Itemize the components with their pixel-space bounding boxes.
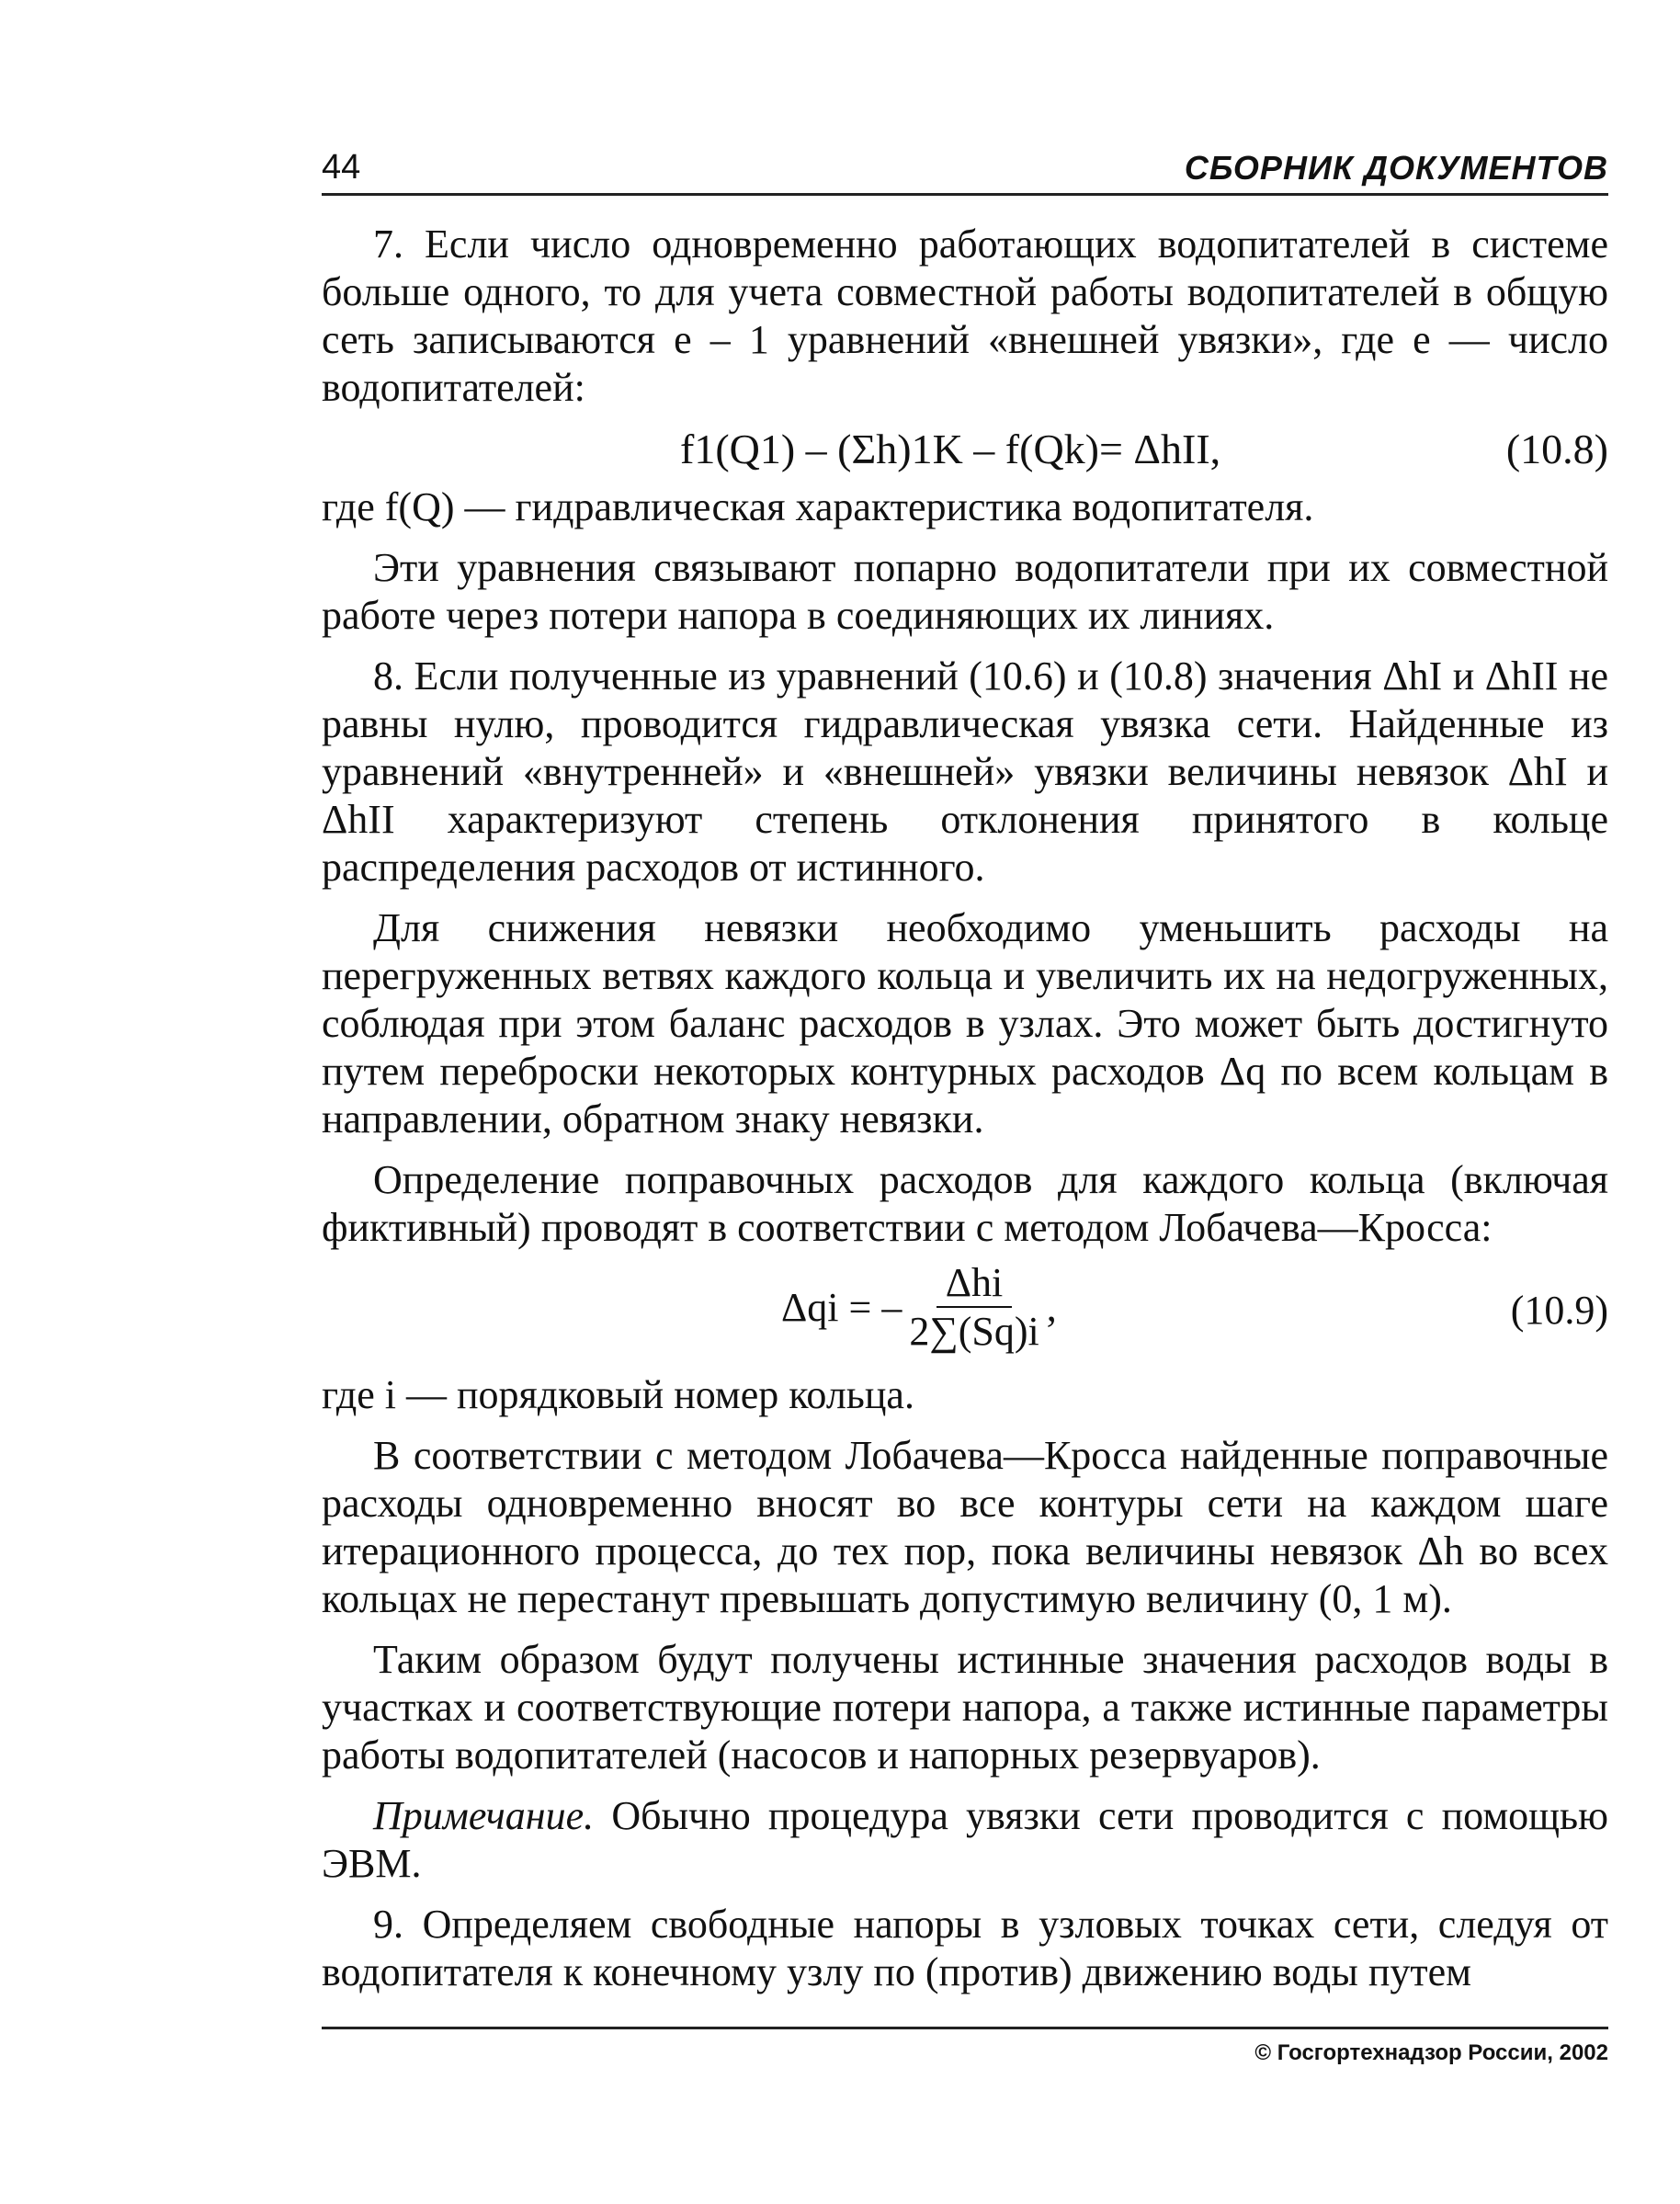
formula-explanation: где i — порядковый номер кольца. — [322, 1372, 914, 1417]
formula-expression: f1(Q1) – (Σh)1K – f(Qk)= ΔhII, — [680, 426, 1221, 472]
paragraph-7: 7. Если число одновременно работающих водопитателей в системе больше одного, то для учета совместной работы водопитателей в общую сеть записываются e – 1 уравнений «внешней увязки», где e — число водопитателей: — [322, 222, 1608, 410]
page-body — [322, 221, 1608, 1996]
paragraph-note — [322, 1792, 1608, 1888]
note-label: Примечание. — [373, 1793, 595, 1838]
paragraph-reduction: Для снижения невязки необходимо уменьшить расходы на перегруженных ветвях каждого кольца и увеличить их на недогруженных, соблюдая при этом баланс расходов в узлах. Это может быть достигнуто путем переброски некоторых контурных расходов Δq по всем кольцам в направлении, обратном знаку невязки. — [322, 905, 1608, 1142]
formula-fraction — [909, 1259, 1039, 1355]
fraction-denominator: 2∑(Sq)i — [909, 1309, 1039, 1354]
paragraph-8: 8. Если полученные из уравнений (10.6) и (10.8) значения ΔhI и ΔhII не равны нулю, проводится гидравлическая увязка сети. Найденные из уравнений «внутренней» и «внешней» увязки величины невязок ΔhI и ΔhII характеризуют степень отклонения принятого в кольце распределения расходов от истинного. — [322, 653, 1608, 890]
page-number: 44 — [322, 148, 361, 187]
formula-lhs: Δqi = – — [781, 1284, 902, 1330]
fraction-numerator: Δhi — [936, 1259, 1013, 1308]
formula-number: (10.9) — [1510, 1288, 1608, 1333]
paragraph-result: Таким образом будут получены истинные значения расходов воды в участках и соответствующие потери напора, а также истинные параметры работы водопитателей (насосов и напорных резервуаров). — [322, 1637, 1608, 1778]
paragraph-9: 9. Определяем свободные напоры в узловых точках сети, следуя от водопитателя к конечному узлу по (против) движению воды путем — [322, 1902, 1608, 1994]
paragraph-equations: Эти уравнения связывают попарно водопитатели при их совместной работе через потери напора в соединяющих их линиях. — [322, 545, 1608, 638]
paragraph-lobachev: В соответствии с методом Лобачева—Кросса найденные поправочные расходы одновременно вносят во все контуры сети на каждом шаге итерационного процесса, до тех пор, пока величины невязок Δh во всех кольцах не перестанут превышать допустимую величину (0, 1 м). — [322, 1433, 1608, 1621]
page-header — [322, 138, 1608, 196]
formula-explanation: где f(Q) — гидравлическая характеристика водопитателя. — [322, 484, 1314, 529]
formula-10-8 — [322, 412, 1608, 483]
formula-10-9 — [322, 1252, 1608, 1371]
formula-number: (10.8) — [1505, 426, 1608, 472]
formula-comma: , — [1046, 1284, 1057, 1330]
note-text: Обычно процедура увязки сети проводится с помощью ЭВМ. — [322, 1793, 1608, 1886]
formula-expression — [781, 1259, 1057, 1355]
footer-copyright: © Госгортехнадзор России, 2002 — [1254, 2040, 1608, 2065]
footer-rule — [322, 2027, 1608, 2029]
running-title: СБОРНИК ДОКУМЕНТОВ — [1184, 149, 1608, 187]
paragraph-corrections: Определение поправочных расходов для каждого кольца (включая фиктивный) проводят в соответствии с методом Лобачева—Кросса: — [322, 1157, 1608, 1250]
